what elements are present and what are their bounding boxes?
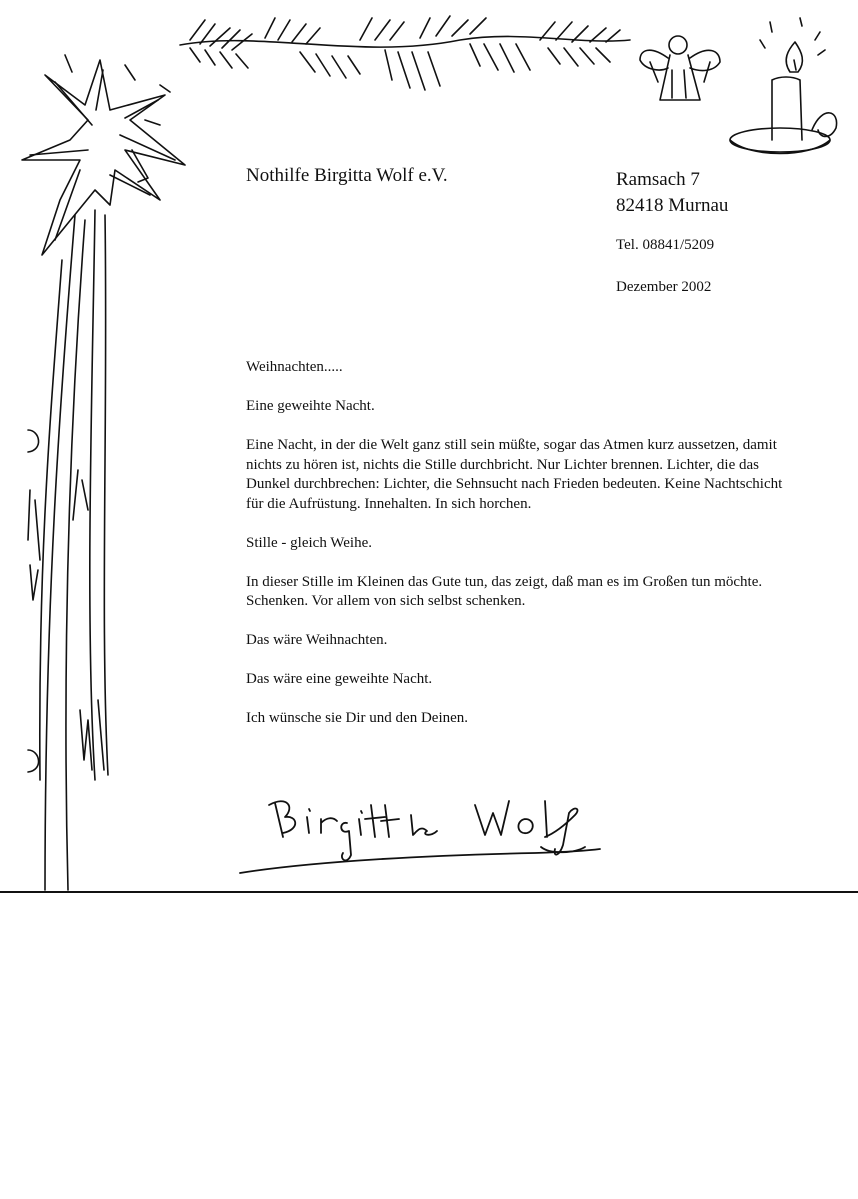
signature	[235, 785, 615, 880]
letter-body	[246, 358, 791, 748]
angel-icon	[640, 36, 720, 100]
address-city: 82418 Murnau	[616, 195, 729, 216]
paragraph: Das wäre eine geweihte Nacht.	[246, 671, 433, 687]
star-icon	[22, 55, 185, 255]
fir-branch-icon	[180, 16, 630, 90]
paragraph: Weihnachten.....	[246, 359, 343, 375]
address-street: Ramsach 7	[616, 169, 700, 190]
paragraph: In dieser Stille im Kleinen das Gute tun, das zeigt, daß man es im Großen tun möchte. Schenken. Vor allem von sich selbst schenken.	[246, 573, 763, 609]
letter-date: Dezember 2002	[616, 279, 712, 295]
punch-hole	[28, 430, 39, 772]
blank-area	[0, 893, 858, 1199]
organization-name: Nothilfe Birgitta Wolf e.V.	[246, 165, 448, 186]
paragraph: Das wäre Weihnachten.	[246, 632, 388, 648]
star-tail	[28, 210, 108, 890]
phone-number: Tel. 08841/5209	[616, 237, 715, 253]
paragraph: Eine geweihte Nacht.	[246, 398, 375, 414]
paragraph: Stille - gleich Weihe.	[246, 534, 372, 551]
paragraph: Eine Nacht, in der die Welt ganz still sein müßte, sogar das Atmen kurz aussetzen, damit nichts zu hören ist, nichts die Stille durchbricht. Nur Lichter brennen. Lichter, die das Dunkel durchbrechen: Lichter, die Sehnsucht nach Frieden bedeuten. Keine Nachtschicht für die Aufrüstung. Innehalten. In sich horchen.	[246, 437, 783, 512]
candle-icon	[730, 18, 837, 154]
address-block	[616, 167, 728, 219]
paragraph: Ich wünsche sie Dir und den Deinen.	[246, 710, 469, 726]
